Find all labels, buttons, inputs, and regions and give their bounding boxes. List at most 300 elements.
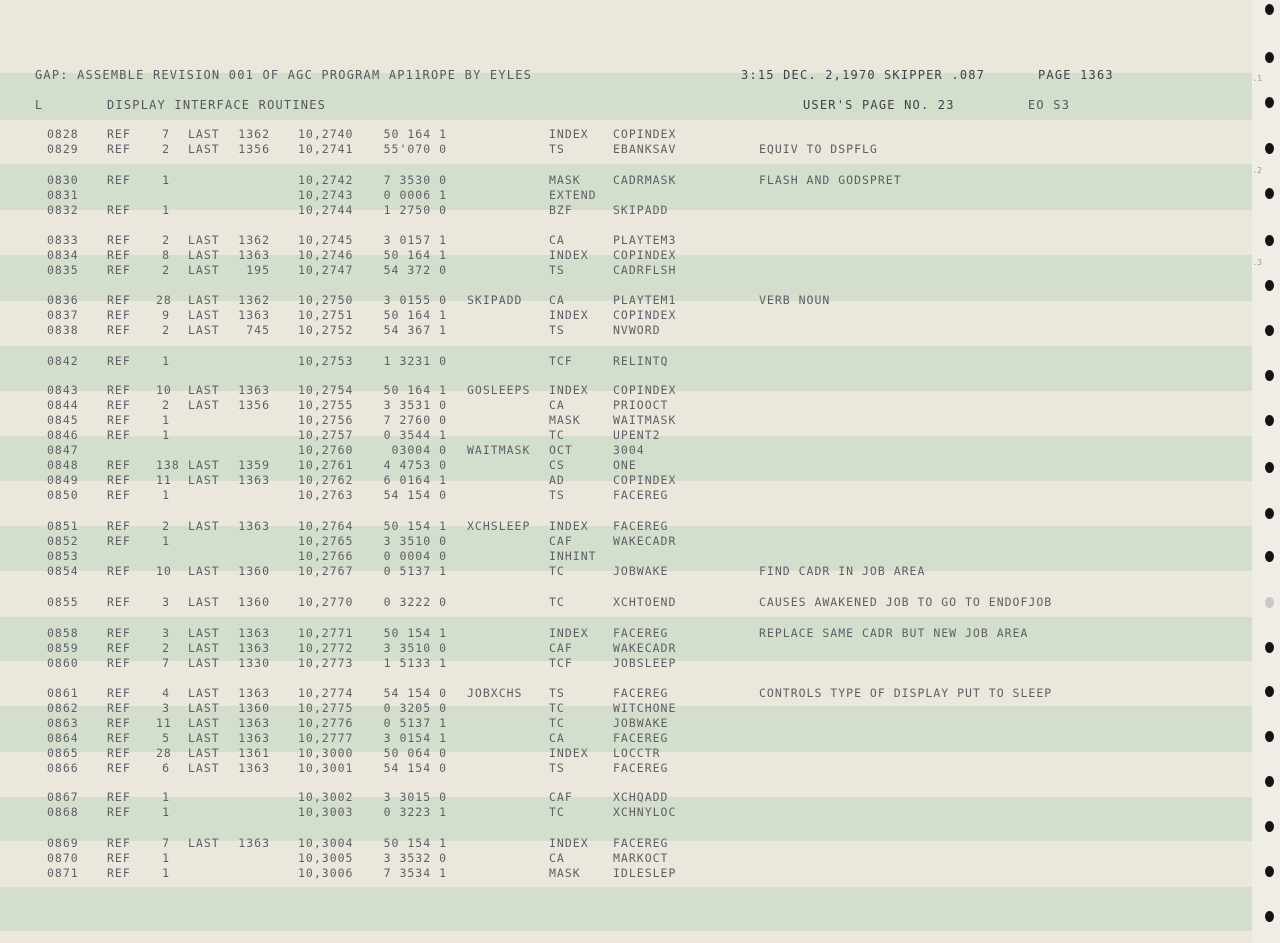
octal-code: 50 164 1 <box>383 308 447 322</box>
operand: PLAYTEM1 <box>613 293 677 307</box>
print-datetime: 3:15 DEC. 2,1970 <box>741 68 876 82</box>
line-number: 0852 <box>47 534 79 548</box>
octal-code: 7 3534 1 <box>383 866 447 880</box>
octal-code: 50 154 1 <box>383 519 447 533</box>
ref-count: 28 <box>156 746 172 760</box>
octal-code: 50 154 1 <box>383 836 447 850</box>
ref-keyword: REF <box>107 716 131 730</box>
ref-count: 1 <box>162 428 170 442</box>
address: 10,2773 <box>298 656 354 670</box>
skipper-version: SKIPPER .087 <box>884 68 986 82</box>
line-number: 0850 <box>47 488 79 502</box>
last-keyword: LAST <box>188 731 220 745</box>
operand: PRIOOCT <box>613 398 669 412</box>
ref-keyword: REF <box>107 686 131 700</box>
ref-keyword: REF <box>107 323 131 337</box>
octal-code: 03004 0 <box>391 443 447 457</box>
line-number: 0869 <box>47 836 79 850</box>
ref-keyword: REF <box>107 458 131 472</box>
ref-keyword: REF <box>107 626 131 640</box>
octal-code: 4 4753 0 <box>383 458 447 472</box>
symbol-label: GOSLEEPS <box>467 383 531 397</box>
last-keyword: LAST <box>188 836 220 850</box>
octal-code: 6 0164 1 <box>383 473 447 487</box>
sprocket-hole <box>1265 52 1274 63</box>
opcode: OCT <box>549 443 573 457</box>
line-number: 0836 <box>47 293 79 307</box>
address: 10,2776 <box>298 716 354 730</box>
comment: CONTROLS TYPE OF DISPLAY PUT TO SLEEP <box>759 686 1053 700</box>
opcode: CA <box>549 398 565 412</box>
ref-keyword: REF <box>107 383 131 397</box>
ref-keyword: REF <box>107 308 131 322</box>
last-page: 1363 <box>238 731 270 745</box>
line-number: 0853 <box>47 549 79 563</box>
octal-code: 3 3015 0 <box>383 790 447 804</box>
symbol-label: XCHSLEEP <box>467 519 531 533</box>
last-page: 1360 <box>238 564 270 578</box>
last-keyword: LAST <box>188 761 220 775</box>
octal-code: 54 372 0 <box>383 263 447 277</box>
sprocket-hole <box>1265 280 1274 291</box>
opcode: INDEX <box>549 746 589 760</box>
last-keyword: LAST <box>188 248 220 262</box>
opcode: CAF <box>549 534 573 548</box>
symbol-label: WAITMASK <box>467 443 531 457</box>
octal-code: 7 2760 0 <box>383 413 447 427</box>
octal-code: 3 0155 0 <box>383 293 447 307</box>
ref-keyword: REF <box>107 595 131 609</box>
octal-code: 0 0006 1 <box>383 188 447 202</box>
operand: JOBWAKE <box>613 716 669 730</box>
ref-count: 1 <box>162 805 170 819</box>
last-page: 195 <box>246 263 270 277</box>
address: 10,3004 <box>298 836 354 850</box>
line-number: 0861 <box>47 686 79 700</box>
sprocket-hole <box>1265 370 1274 381</box>
operand: IDLESLEP <box>613 866 677 880</box>
line-number: 0862 <box>47 701 79 715</box>
operand: FACEREG <box>613 686 669 700</box>
ref-count: 6 <box>162 761 170 775</box>
line-number: 0844 <box>47 398 79 412</box>
last-page: 1356 <box>238 398 270 412</box>
ref-keyword: REF <box>107 731 131 745</box>
operand: ONE <box>613 458 637 472</box>
ref-keyword: REF <box>107 836 131 850</box>
ref-count: 1 <box>162 866 170 880</box>
operand: LOCCTR <box>613 746 661 760</box>
comment: EQUIV TO DSPFLG <box>759 142 878 156</box>
opcode: INDEX <box>549 308 589 322</box>
opcode: TCF <box>549 656 573 670</box>
last-keyword: LAST <box>188 383 220 397</box>
address: 10,2754 <box>298 383 354 397</box>
greenbar-band <box>0 887 1255 931</box>
ref-keyword: REF <box>107 413 131 427</box>
address: 10,2747 <box>298 263 354 277</box>
sprocket-hole <box>1265 866 1274 877</box>
ref-count: 1 <box>162 790 170 804</box>
sprocket-hole <box>1265 821 1274 832</box>
last-page: 1363 <box>238 308 270 322</box>
last-keyword: LAST <box>188 686 220 700</box>
ref-count: 1 <box>162 354 170 368</box>
opcode: TC <box>549 701 565 715</box>
address: 10,2752 <box>298 323 354 337</box>
line-number: 0838 <box>47 323 79 337</box>
address: 10,2741 <box>298 142 354 156</box>
operand: 3004 <box>613 443 645 457</box>
last-page: 1363 <box>238 686 270 700</box>
ref-keyword: REF <box>107 701 131 715</box>
address: 10,2756 <box>298 413 354 427</box>
ref-keyword: REF <box>107 263 131 277</box>
operand: XCHQADD <box>613 790 669 804</box>
operand: FACEREG <box>613 836 669 850</box>
last-keyword: LAST <box>188 263 220 277</box>
opcode: INDEX <box>549 383 589 397</box>
ref-count: 2 <box>162 519 170 533</box>
operand: EBANKSAV <box>613 142 677 156</box>
octal-code: 0 3205 0 <box>383 701 447 715</box>
operand: CADRMASK <box>613 173 677 187</box>
address: 10,3006 <box>298 866 354 880</box>
sprocket-hole <box>1265 462 1274 473</box>
opcode: TS <box>549 142 565 156</box>
last-page: 1363 <box>238 836 270 850</box>
address: 10,2763 <box>298 488 354 502</box>
ref-count: 3 <box>162 626 170 640</box>
address: 10,2770 <box>298 595 354 609</box>
octal-code: 0 3222 0 <box>383 595 447 609</box>
last-keyword: LAST <box>188 293 220 307</box>
octal-code: 0 3223 1 <box>383 805 447 819</box>
last-page: 1363 <box>238 761 270 775</box>
last-keyword: LAST <box>188 626 220 640</box>
operand: WAKECADR <box>613 641 677 655</box>
sprocket-hole <box>1265 97 1274 108</box>
address: 10,2772 <box>298 641 354 655</box>
opcode: TS <box>549 323 565 337</box>
address: 10,2744 <box>298 203 354 217</box>
ref-count: 1 <box>162 173 170 187</box>
last-keyword: LAST <box>188 398 220 412</box>
listing-title: GAP: ASSEMBLE REVISION 001 OF AGC PROGRAM AP11ROPE BY EYLES <box>35 68 533 82</box>
symbol-label: JOBXCHS <box>467 686 523 700</box>
last-keyword: LAST <box>188 473 220 487</box>
last-page: 1363 <box>238 641 270 655</box>
operand: COPINDEX <box>613 308 677 322</box>
last-keyword: LAST <box>188 127 220 141</box>
last-keyword: LAST <box>188 656 220 670</box>
opcode: TC <box>549 564 565 578</box>
operand: XCHNYLOC <box>613 805 677 819</box>
comment: FLASH AND GODSPRET <box>759 173 902 187</box>
address: 10,2766 <box>298 549 354 563</box>
last-page: 1363 <box>238 248 270 262</box>
address: 10,3000 <box>298 746 354 760</box>
opcode: CAF <box>549 641 573 655</box>
ref-keyword: REF <box>107 428 131 442</box>
page-number: PAGE 1363 <box>1038 68 1114 82</box>
line-number: 0828 <box>47 127 79 141</box>
ref-count: 1 <box>162 413 170 427</box>
opcode: CA <box>549 233 565 247</box>
ref-count: 3 <box>162 701 170 715</box>
ref-count: 1 <box>162 851 170 865</box>
address: 10,2753 <box>298 354 354 368</box>
address: 10,2751 <box>298 308 354 322</box>
operand: COPINDEX <box>613 127 677 141</box>
octal-code: 54 154 0 <box>383 686 447 700</box>
ref-count: 7 <box>162 127 170 141</box>
opcode: CS <box>549 458 565 472</box>
last-page: 1362 <box>238 127 270 141</box>
users-page-number: USER'S PAGE NO. 23 <box>803 98 955 112</box>
ref-keyword: REF <box>107 142 131 156</box>
line-number: 0832 <box>47 203 79 217</box>
ref-keyword: REF <box>107 761 131 775</box>
operand: PLAYTEM3 <box>613 233 677 247</box>
line-number: 0866 <box>47 761 79 775</box>
operand: NVWORD <box>613 323 661 337</box>
opcode: MASK <box>549 866 581 880</box>
line-number: 0834 <box>47 248 79 262</box>
opcode: INDEX <box>549 248 589 262</box>
address: 10,2775 <box>298 701 354 715</box>
ref-keyword: REF <box>107 519 131 533</box>
last-keyword: LAST <box>188 519 220 533</box>
address: 10,3001 <box>298 761 354 775</box>
ref-count: 10 <box>156 564 172 578</box>
comment: FIND CADR IN JOB AREA <box>759 564 926 578</box>
octal-code: 0 0004 0 <box>383 549 447 563</box>
opcode: TS <box>549 488 565 502</box>
ref-count: 2 <box>162 323 170 337</box>
ref-keyword: REF <box>107 203 131 217</box>
sprocket-hole <box>1265 235 1274 246</box>
opcode: TC <box>549 805 565 819</box>
ref-keyword: REF <box>107 248 131 262</box>
octal-code: 1 3231 0 <box>383 354 447 368</box>
last-page: 1360 <box>238 595 270 609</box>
address: 10,2777 <box>298 731 354 745</box>
last-keyword: LAST <box>188 458 220 472</box>
sprocket-hole <box>1265 642 1274 653</box>
octal-code: 3 3510 0 <box>383 534 447 548</box>
operand: FACEREG <box>613 626 669 640</box>
address: 10,2743 <box>298 188 354 202</box>
opcode: INDEX <box>549 836 589 850</box>
sprocket-hole <box>1265 4 1274 15</box>
octal-code: 0 3544 1 <box>383 428 447 442</box>
ref-keyword: REF <box>107 233 131 247</box>
line-number: 0829 <box>47 142 79 156</box>
ref-keyword: REF <box>107 293 131 307</box>
operand: FACEREG <box>613 519 669 533</box>
sprocket-hole <box>1265 325 1274 336</box>
address: 10,2764 <box>298 519 354 533</box>
line-number: 0859 <box>47 641 79 655</box>
last-keyword: LAST <box>188 641 220 655</box>
last-page: 1360 <box>238 701 270 715</box>
last-keyword: LAST <box>188 323 220 337</box>
ref-count: 4 <box>162 686 170 700</box>
ref-count: 138 <box>156 458 180 472</box>
ref-count: 2 <box>162 142 170 156</box>
last-page: 1363 <box>238 716 270 730</box>
opcode: TS <box>549 686 565 700</box>
ref-count: 11 <box>156 473 172 487</box>
operand: COPINDEX <box>613 248 677 262</box>
line-number: 0830 <box>47 173 79 187</box>
last-page: 1356 <box>238 142 270 156</box>
ref-keyword: REF <box>107 641 131 655</box>
ref-count: 2 <box>162 263 170 277</box>
address: 10,2761 <box>298 458 354 472</box>
comment: CAUSES AWAKENED JOB TO GO TO ENDOFJOB <box>759 595 1053 609</box>
opcode: MASK <box>549 173 581 187</box>
ref-count: 3 <box>162 595 170 609</box>
opcode: CA <box>549 851 565 865</box>
address: 10,2774 <box>298 686 354 700</box>
ref-keyword: REF <box>107 488 131 502</box>
ref-keyword: REF <box>107 398 131 412</box>
address: 10,2771 <box>298 626 354 640</box>
ref-keyword: REF <box>107 127 131 141</box>
octal-code: 3 3510 0 <box>383 641 447 655</box>
last-keyword: LAST <box>188 595 220 609</box>
sprocket-hole <box>1265 597 1274 608</box>
ref-keyword: REF <box>107 790 131 804</box>
octal-code: 3 3532 0 <box>383 851 447 865</box>
ref-keyword: REF <box>107 851 131 865</box>
operand: RELINTQ <box>613 354 669 368</box>
opcode: TC <box>549 595 565 609</box>
octal-code: 50 164 1 <box>383 383 447 397</box>
octal-code: 55'070 0 <box>383 142 447 156</box>
operand: JOBSLEEP <box>613 656 677 670</box>
address: 10,2740 <box>298 127 354 141</box>
opcode: TCF <box>549 354 573 368</box>
octal-code: 50 164 1 <box>383 248 447 262</box>
ref-count: 2 <box>162 398 170 412</box>
opcode: INDEX <box>549 626 589 640</box>
sprocket-hole <box>1265 188 1274 199</box>
address: 10,2746 <box>298 248 354 262</box>
last-keyword: LAST <box>188 233 220 247</box>
ref-count: 8 <box>162 248 170 262</box>
opcode: TC <box>549 716 565 730</box>
last-keyword: LAST <box>188 308 220 322</box>
octal-code: 54 154 0 <box>383 488 447 502</box>
line-number: 0848 <box>47 458 79 472</box>
last-page: 1362 <box>238 293 270 307</box>
octal-code: 3 0157 1 <box>383 233 447 247</box>
ref-keyword: REF <box>107 473 131 487</box>
address: 10,3003 <box>298 805 354 819</box>
sprocket-hole <box>1265 776 1274 787</box>
symbol-label: SKIPADD <box>467 293 523 307</box>
ref-keyword: REF <box>107 173 131 187</box>
octal-code: 50 064 0 <box>383 746 447 760</box>
ref-keyword: REF <box>107 564 131 578</box>
last-keyword: LAST <box>188 746 220 760</box>
operand: COPINDEX <box>613 473 677 487</box>
address: 10,2767 <box>298 564 354 578</box>
operand: FACEREG <box>613 731 669 745</box>
ref-count: 2 <box>162 233 170 247</box>
address: 10,2760 <box>298 443 354 457</box>
line-number: 0849 <box>47 473 79 487</box>
last-page: 1362 <box>238 233 270 247</box>
line-number: 0871 <box>47 866 79 880</box>
ref-keyword: REF <box>107 534 131 548</box>
octal-code: 50 164 1 <box>383 127 447 141</box>
operand: SKIPADD <box>613 203 669 217</box>
last-page: 1363 <box>238 473 270 487</box>
address: 10,3005 <box>298 851 354 865</box>
operand: UPENT2 <box>613 428 661 442</box>
line-number: 0846 <box>47 428 79 442</box>
sprocket-hole <box>1265 508 1274 519</box>
operand: FACEREG <box>613 761 669 775</box>
sprocket-hole <box>1265 911 1274 922</box>
octal-code: 7 3530 0 <box>383 173 447 187</box>
last-page: 745 <box>246 323 270 337</box>
octal-code: 1 5133 1 <box>383 656 447 670</box>
line-number: 0845 <box>47 413 79 427</box>
operand: XCHTOEND <box>613 595 677 609</box>
last-page: 1363 <box>238 383 270 397</box>
opcode: CA <box>549 293 565 307</box>
ref-count: 1 <box>162 488 170 502</box>
operand: CADRFLSH <box>613 263 677 277</box>
address: 10,3002 <box>298 790 354 804</box>
octal-code: 3 0154 1 <box>383 731 447 745</box>
last-page: 1363 <box>238 519 270 533</box>
sprocket-hole <box>1265 143 1274 154</box>
ref-count: 10 <box>156 383 172 397</box>
operand: WITCHONE <box>613 701 677 715</box>
opcode: INDEX <box>549 127 589 141</box>
opcode: TC <box>549 428 565 442</box>
line-number: 0867 <box>47 790 79 804</box>
octal-code: 54 154 0 <box>383 761 447 775</box>
opcode: INDEX <box>549 519 589 533</box>
last-keyword: LAST <box>188 716 220 730</box>
margin-mark: .1 <box>1252 74 1262 83</box>
opcode: CA <box>549 731 565 745</box>
opcode: CAF <box>549 790 573 804</box>
line-number: 0851 <box>47 519 79 533</box>
address: 10,2745 <box>298 233 354 247</box>
sprocket-hole <box>1265 415 1274 426</box>
ref-count: 7 <box>162 836 170 850</box>
margin-mark: .3 <box>1252 258 1262 267</box>
last-page: 1361 <box>238 746 270 760</box>
line-number: 0865 <box>47 746 79 760</box>
margin-mark: .2 <box>1252 166 1262 175</box>
line-type-marker: L <box>35 98 44 112</box>
octal-code: 0 5137 1 <box>383 716 447 730</box>
ref-keyword: REF <box>107 866 131 880</box>
ref-keyword: REF <box>107 746 131 760</box>
line-number: 0855 <box>47 595 79 609</box>
sprocket-hole <box>1265 686 1274 697</box>
address: 10,2757 <box>298 428 354 442</box>
